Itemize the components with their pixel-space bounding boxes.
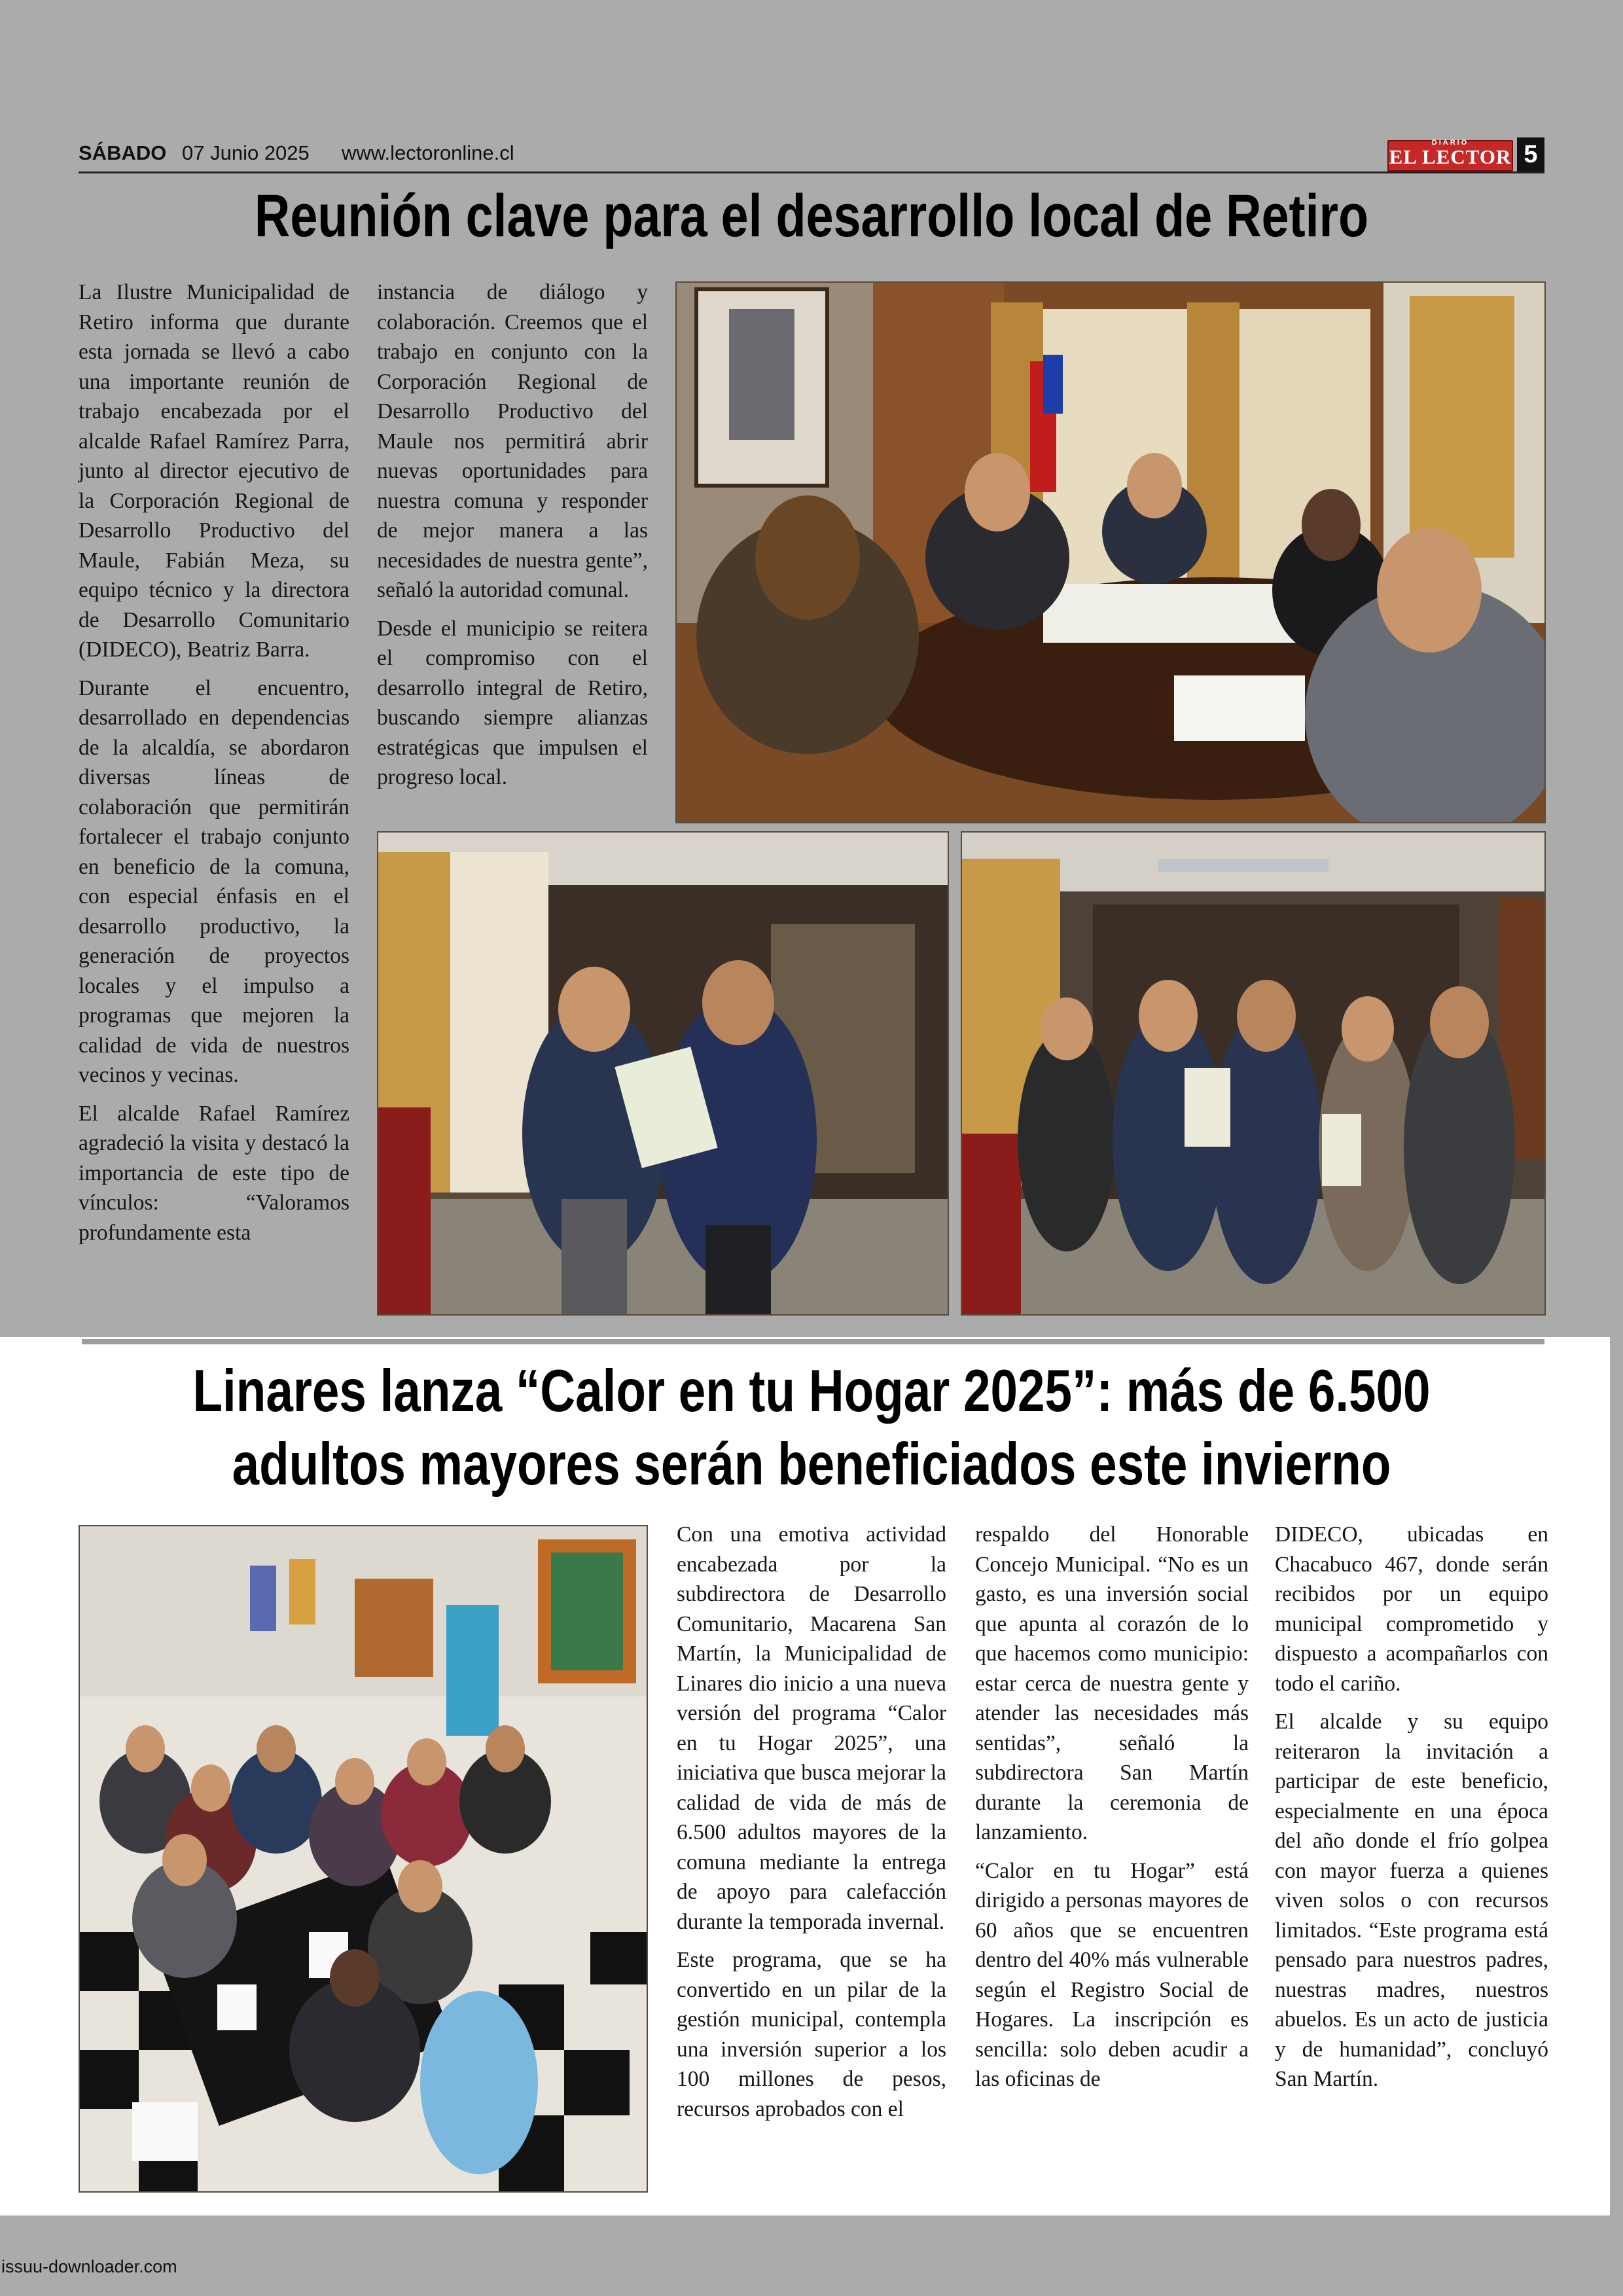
- article2-col1-p2: Este programa, que se ha convertido en un pilar de la gestión municipal, contempla una inversión superior a los 100 millones de pesos, recursos aprobados con el: [677, 1948, 946, 2121]
- article2-col1-p1: Con una emotiva actividad encabezada por la subdirectora de Desarrollo Comunitario, Macarena San Martín, la Municipalidad de Linares dio inicio a una nueva versión del programa “Calor en tu Hogar 2025”, una iniciativa que busca mejorar la calidad de vida de más de 6.500 adultos mayores de la comuna mediante la entrega de apoyo para calefacción durante la temporada invernal.: [677, 1522, 946, 1934]
- article2-col2-p2: “Calor en tu Hogar” está dirigido a personas mayores de 60 años que se encuentren dentro del 40% más vulnerable según el Registro Social de Hogares. La inscripción es sencilla: solo deben acudir a las oficinas de: [975, 1858, 1249, 2091]
- article1-col1: [79, 278, 349, 1256]
- photo-group: [961, 831, 1546, 1316]
- article1-headline: Reunión clave para el desarrollo local de Retiro: [254, 183, 1369, 249]
- photo-group-image: [962, 833, 1544, 1314]
- photo-seniors-event-image: [80, 1526, 647, 2191]
- header-url[interactable]: www.lectoronline.cl: [342, 141, 514, 164]
- article2-col3-p2: El alcalde y su equipo reiteraron la invitación a participar de este beneficio, especialmente en una época del año donde el frío golpea con mayor fuerza a quienes viven solos o con recursos limitados. “Este programa está pensado para nuestros padres, nuestras madres, nuestros abuelos. Es un acto de justicia y de humanidad”, concluyó San Martín.: [1275, 1710, 1548, 2091]
- photo-two-men-image: [378, 833, 948, 1314]
- article2-col1: [677, 1520, 946, 2132]
- article1-col1-p1: La Ilustre Municipalidad de Retiro informa que durante esta jornada se llevó a cabo una importante reunión de trabajo encabezada por el alcalde Rafael Ramírez Parra, junto al director ejecutivo de la Corporación Regional de Desarrollo Productivo del Maule, Fabián Meza, su equipo técnico y la directora de Desarrollo Comunitario (DIDECO), Beatriz Barra.: [79, 280, 349, 662]
- logo-text: EL LECTOR: [1389, 145, 1512, 168]
- article2-headline-line2: adultos mayores serán beneficiados este invierno: [232, 1431, 1391, 1498]
- article1-col2-p2: Desde el municipio se reitera el compromiso con el desarrollo integral de Retiro, buscando siempre alianzas estratégicas que impulsen el progreso local.: [377, 616, 648, 789]
- watermark-text: issuu-downloader.com: [1, 2257, 177, 2276]
- article-separator: [82, 1339, 1544, 1344]
- article1-col1-p3: El alcalde Rafael Ramírez agradeció la visita y destacó la importancia de este tipo de vínculos: “Valoramos profundamente esta: [79, 1101, 349, 1245]
- article1-col1-p2: Durante el encuentro, desarrollado en dependencias de la alcaldía, se abordaron diversas líneas de colaboración que permitirán fortalecer el trabajo conjunto en beneficio de la comuna, con especial énfasis en el desarrollo productivo, la generación de proyectos locales y el impulso a programas que mejoren la calidad de vida de nuestros vecinos y vecinas.: [79, 675, 349, 1087]
- article2-headline-line1: Linares lanza “Calor en tu Hogar 2025”: más de 6.500: [192, 1358, 1431, 1424]
- photo-seniors-event: [79, 1525, 648, 2193]
- header-date: 07 Junio 2025: [182, 141, 310, 164]
- newspaper-logo: [1387, 140, 1513, 171]
- article1-col2: [377, 278, 648, 801]
- article2-headline: [146, 1355, 1477, 1501]
- photo-meeting-table: [675, 281, 1546, 823]
- page-header: [79, 131, 1544, 173]
- photo-meeting-table-image: [677, 283, 1544, 822]
- logo-subtitle: DIARIO: [1431, 139, 1469, 147]
- article2-col2: [975, 1520, 1249, 2103]
- article2-col2-p1: respaldo del Honorable Concejo Municipal. “No es un gasto, es una inversión social que apunta al corazón de lo que hacemos como municipio: estar cerca de nuestra gente y atender las necesidades más sentidas”, señaló la subdirectora San Martín durante la ceremonia de lanzamiento.: [975, 1522, 1249, 1844]
- header-day: SÁBADO: [79, 141, 167, 164]
- page-number: 5: [1517, 137, 1544, 171]
- article1-col2-p1: instancia de diálogo y colaboración. Creemos que el trabajo en conjunto con la Corporación Regional de Desarrollo Productivo del Maule nos permitirá abrir nuevas oportunidades para nuestra comuna y responder de mejor manera a las necesidades de nuestra gente”, señaló la autoridad comunal.: [377, 280, 648, 602]
- article2-col3-p1: DIDECO, ubicadas en Chacabuco 467, donde serán recibidos por un equipo municipal comprometido y dispuesto a acompañarlos con todo el cariño.: [1275, 1522, 1548, 1696]
- article2-col3: [1275, 1520, 1548, 2103]
- photo-two-men: [377, 831, 949, 1316]
